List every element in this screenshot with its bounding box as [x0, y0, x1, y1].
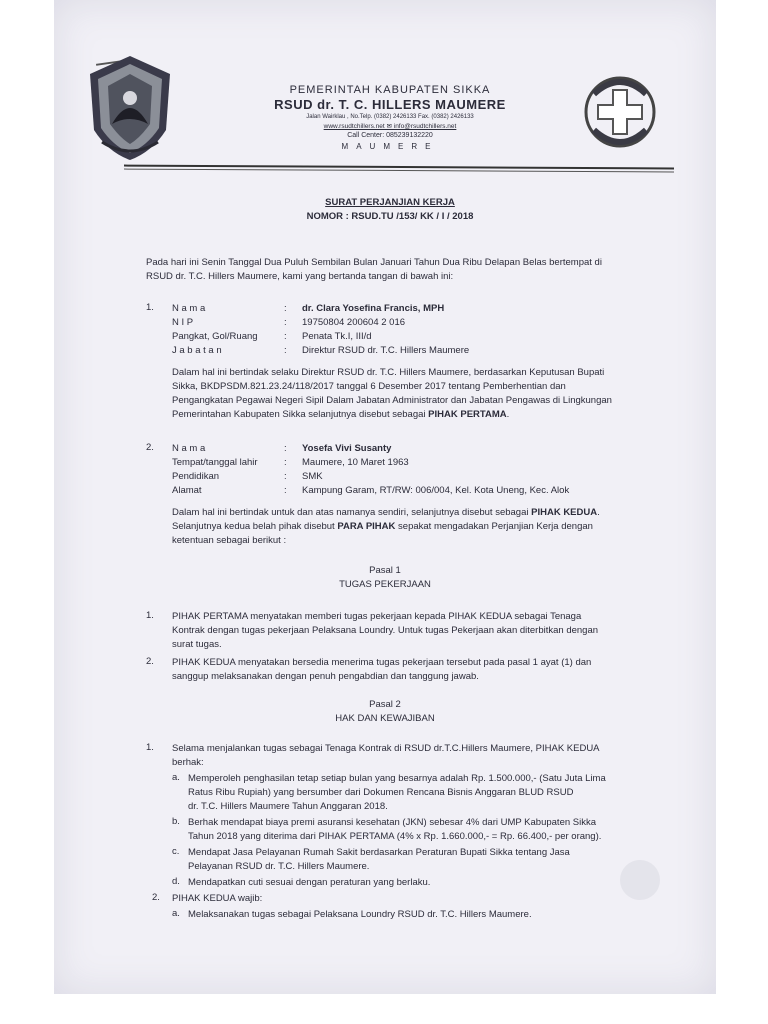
party1-role: PIHAK PERTAMA: [428, 409, 507, 420]
letterhead-address: Jalan Wairklau , No.Telp. (0382) 2426133 Fax. (0382) 2426133: [306, 114, 474, 120]
party1-sep: :: [284, 345, 287, 356]
pasal2-sub-line: Pelayanan RSUD dr. T.C. Hillers Maumere.: [188, 861, 370, 872]
party2-desc-text: Selanjutnya kedua belah pihak disebut: [172, 521, 338, 532]
pasal2-heading: Pasal 2: [369, 699, 401, 710]
pasal2-sub-letter: d.: [172, 876, 180, 887]
party1-label-position: J a b a t a n: [172, 345, 222, 356]
regency-emblem-icon: [82, 52, 178, 164]
party1-label-rank: Pangkat, Gol/Ruang: [172, 331, 258, 342]
pasal2-sub-line: Berhak mendapat biaya premi asuransi kesehatan (JKN) sebesar 4% dari UMP Kabupaten Sikka: [188, 817, 597, 828]
party1-rank: Penata Tk.I, III/d: [302, 331, 372, 342]
party2-desc-line: [172, 506, 600, 519]
party2-label-address: Alamat: [172, 485, 202, 496]
pasal2-sub-line: Mendapat Jasa Pelayanan Rumah Sakit berdasarkan Peraturan Bupati Sikka tentang Jasa: [188, 847, 570, 858]
party2-label-education: Pendidikan: [172, 471, 220, 482]
intro-line-1: Pada hari ini Senin Tanggal Dua Puluh Sembilan Bulan Januari Tahun Dua Ribu Delapan Belas bertempat di: [146, 257, 602, 268]
party2-desc-line: ketentuan sebagai berikut :: [172, 535, 287, 546]
party2-label-birth: Tempat/tanggal lahir: [172, 457, 258, 468]
party1-desc-line: Sikka, BKDPSDM.821.23.24/118/2017 tanggal 6 Desember 2017 tentang Pemberhentian dan: [172, 381, 566, 392]
pasal2-sub-line: Memperoleh penghasilan tetap setiap bulan yang besarnya adalah Rp. 1.500.000,- (Satu Juta Lima: [188, 773, 606, 784]
party1-nip: 19750804 200604 2 016: [302, 317, 406, 328]
pasal2-sub-letter: b.: [172, 816, 180, 827]
letterhead-call-center: Call Center: 085239132220: [347, 132, 433, 139]
pasal2-sub-line: Ratus Ribu Rupiah) yang bersumber dari Dokumen Rencana Bisnis Anggaran BLUD RSUD: [188, 787, 574, 798]
pasal1-item-line: Kontrak dengan tugas pekerjaan Pelaksana Loundry. Untuk tugas Pekerjaan akan diterbitkan dengan: [172, 625, 599, 636]
pasal2-item-line: PIHAK KEDUA wajib:: [172, 893, 263, 904]
pasal1-heading: Pasal 1: [369, 565, 401, 576]
party2-number: 2.: [146, 442, 154, 453]
pasal1-item-line: PIHAK PERTAMA menyatakan memberi tugas pekerjaan kepada PIHAK KEDUA sebagai Tenaga: [172, 611, 582, 622]
party2-sep: :: [284, 457, 287, 468]
pasal1-item-line: PIHAK KEDUA menyatakan bersedia menerima tugas pekerjaan tersebut pada pasal 1 ayat (1) dan: [172, 657, 592, 668]
pasal2-item-number: 2.: [152, 892, 160, 903]
party1-label-nip: N I P: [172, 317, 194, 328]
hospital-logo-icon: [580, 64, 660, 160]
letterhead: [200, 84, 580, 151]
party1-sep: :: [284, 317, 287, 328]
document-title: SURAT PERJANJIAN KERJA: [325, 197, 455, 208]
pasal2-sub-letter: c.: [172, 846, 180, 857]
party1-desc-end: .: [506, 409, 510, 420]
party1-label-name: N a m a: [172, 303, 206, 314]
pasal2-item-number: 1.: [146, 742, 154, 753]
party1-desc-line: [172, 408, 509, 421]
paper-stain: [620, 860, 660, 900]
party2-sep: :: [284, 471, 287, 482]
pasal2-sub-letter: a.: [172, 908, 180, 919]
letterhead-web-email: www.rsudtchillers.net ✉ info@rsudtchillers.net: [323, 123, 457, 130]
letterhead-city: MAUMERE: [341, 142, 439, 151]
party1-sep: :: [284, 303, 287, 314]
party2-sep: :: [284, 443, 287, 454]
letterhead-hospital-name: RSUD dr. T. C. HILLERS MAUMERE: [274, 97, 506, 112]
party1-name: dr. Clara Yosefina Francis, MPH: [302, 303, 445, 314]
party2-address: Kampung Garam, RT/RW: 006/004, Kel. Kota Uneng, Kec. Alok: [302, 485, 570, 496]
pasal2-item-line: berhak:: [172, 757, 204, 768]
pasal2-subheading: HAK DAN KEWAJIBAN: [335, 713, 435, 724]
party1-sep: :: [284, 331, 287, 342]
letterhead-government: PEMERINTAH KABUPATEN SIKKA: [289, 84, 491, 96]
party2-sep: :: [284, 485, 287, 496]
party2-label-name: N a m a: [172, 443, 206, 454]
pasal2-sub-letter: a.: [172, 772, 180, 783]
party2-name: Yosefa Vivi Susanty: [302, 443, 392, 454]
party2-desc-text: sepakat mengadakan Perjanjian Kerja dengan: [395, 521, 593, 532]
party2-desc-end: .: [597, 507, 600, 518]
party2-education: SMK: [302, 471, 323, 482]
party1-number: 1.: [146, 302, 154, 313]
party1-desc-text: Pemerintahan Kabupaten Sikka selanjutnya disebut sebagai: [172, 409, 429, 420]
intro-line-2: RSUD dr. T.C. Hillers Maumere, kami yang bertanda tangan di bawah ini:: [146, 271, 454, 282]
pasal1-subheading: TUGAS PEKERJAAN: [339, 579, 431, 590]
party2-desc-text: Dalam hal ini bertindak untuk dan atas namanya sendiri, selanjutnya disebut sebagai: [172, 507, 532, 518]
pasal2-sub-line: Mendapatkan cuti sesuai dengan peraturan yang berlaku.: [188, 877, 431, 888]
para-pihak-label: PARA PIHAK: [337, 521, 396, 532]
party2-role: PIHAK KEDUA: [531, 507, 598, 518]
party1-desc-line: Dalam hal ini bertindak selaku Direktur RSUD dr. T.C. Hillers Maumere, berdasarkan Keputusan Bupati: [172, 367, 605, 378]
pasal1-item-number: 1.: [146, 610, 154, 621]
party2-desc-line: [172, 520, 593, 533]
pasal1-item-number: 2.: [146, 656, 154, 667]
document-number: NOMOR : RSUD.TU /153/ KK / I / 2018: [306, 211, 474, 222]
pasal2-sub-line: dr. T.C. Hillers Maumere Tahun Anggaran 2018.: [188, 801, 388, 812]
party1-position: Direktur RSUD dr. T.C. Hillers Maumere: [302, 345, 470, 356]
party1-desc-line: Pengangkatan Pegawai Negeri Sipil Dalam Jabatan Administrator dan Jabatan Pengawas di Lingkungan: [172, 395, 612, 406]
pasal2-sub-line: Tahun 2018 yang diterima dari PIHAK PERTAMA (4% x Rp. 1.660.000,- = Rp. 66.400,- per orang).: [188, 831, 602, 842]
pasal1-item-line: sanggup melaksanakan dengan penuh pengabdian dan tanggung jawab.: [172, 671, 479, 682]
pasal2-sub-line: Melaksanakan tugas sebagai Pelaksana Loundry RSUD dr. T.C. Hillers Maumere.: [188, 909, 532, 920]
pasal2-item-line: Selama menjalankan tugas sebagai Tenaga Kontrak di RSUD dr.T.C.Hillers Maumere, PIHAK KEDUA: [172, 743, 600, 754]
party2-birth: Maumere, 10 Maret 1963: [302, 457, 409, 468]
pasal1-item-line: surat tugas.: [172, 639, 222, 650]
